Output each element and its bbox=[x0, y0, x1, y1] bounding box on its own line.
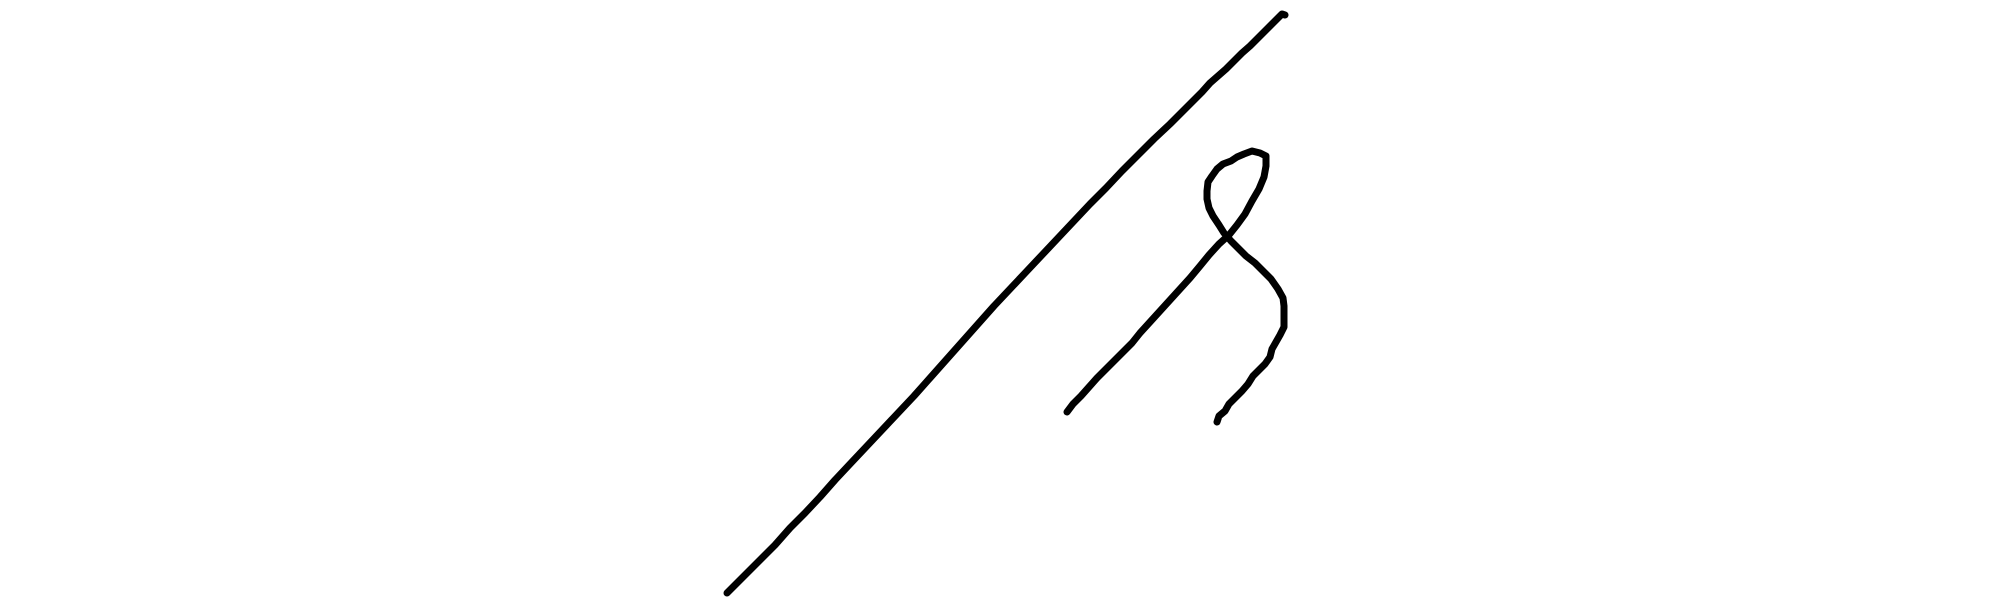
long-diagonal-stroke bbox=[727, 14, 1285, 593]
